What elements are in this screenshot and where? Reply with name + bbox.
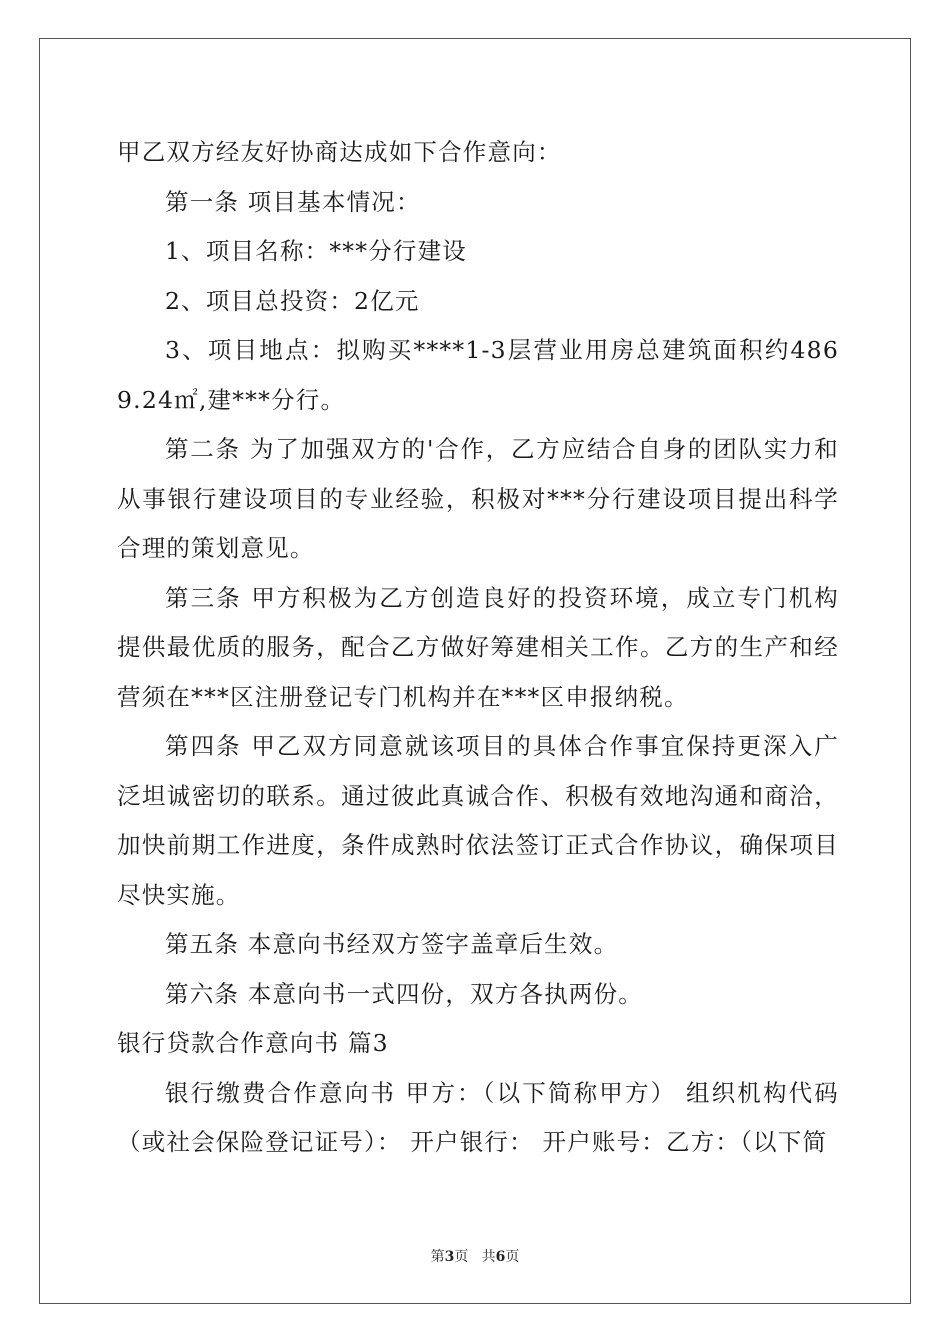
current-page-number: 3 xyxy=(444,1249,455,1265)
section-heading: 银行贷款合作意向书 篇3 xyxy=(117,1029,389,1057)
project-name-item: 1、项目名称：***分行建设 xyxy=(165,237,468,265)
article-1-heading: 第一条 项目基本情况： xyxy=(165,187,421,216)
page-number-prefix: 第 xyxy=(430,1249,445,1265)
project-investment-item: 2、项目总投资：2亿元 xyxy=(165,286,420,315)
total-page-count: 6 xyxy=(495,1249,506,1265)
article-5: 第五条 本意向书经双方签字盖章后生效。 xyxy=(165,930,619,958)
document-body xyxy=(117,128,839,1168)
total-pages-prefix: 共 xyxy=(481,1249,496,1265)
project-location-item: 3、项目地点：拟购买****1-3层营业用房总建筑面积约4869.24㎡,建***分行。 xyxy=(117,336,839,414)
total-pages-suffix: 页 xyxy=(505,1249,520,1265)
article-4: 第四条 甲乙双方同意就该项目的具体合作事宜保持更深入广泛坦诚密切的联系。通过彼此真诚合作、积极有效地沟通和商洽，加快前期工作进度，条件成熟时依法签订正式合作协议，确保项目尽快实施。 xyxy=(117,732,839,909)
paragraph: 银行缴费合作意向书 甲方：（以下简称甲方） 组织机构代码（或社会保险登记证号）： 开户银行： 开户账号：乙方：（以下简 xyxy=(117,1078,839,1156)
page-footer xyxy=(0,1247,950,1267)
page-number-suffix: 页 xyxy=(454,1249,469,1265)
article-2: 第二条 为了加强双方的'合作，乙方应结合自身的团队实力和从事银行建设项目的专业经验，积极对***分行建设项目提出科学合理的策划意见。 xyxy=(117,435,839,562)
paragraph: 甲乙双方经友好协商达成如下合作意向： xyxy=(117,138,562,166)
article-6: 第六条 本意向书一式四份，双方各执两份。 xyxy=(165,979,643,1008)
article-3: 第三条 甲方积极为乙方创造良好的投资环境，成立专门机构提供最优质的服务，配合乙方做好筹建相关工作。乙方的生产和经营须在***区注册登记专门机构并在***区申报纳税。 xyxy=(117,583,839,711)
